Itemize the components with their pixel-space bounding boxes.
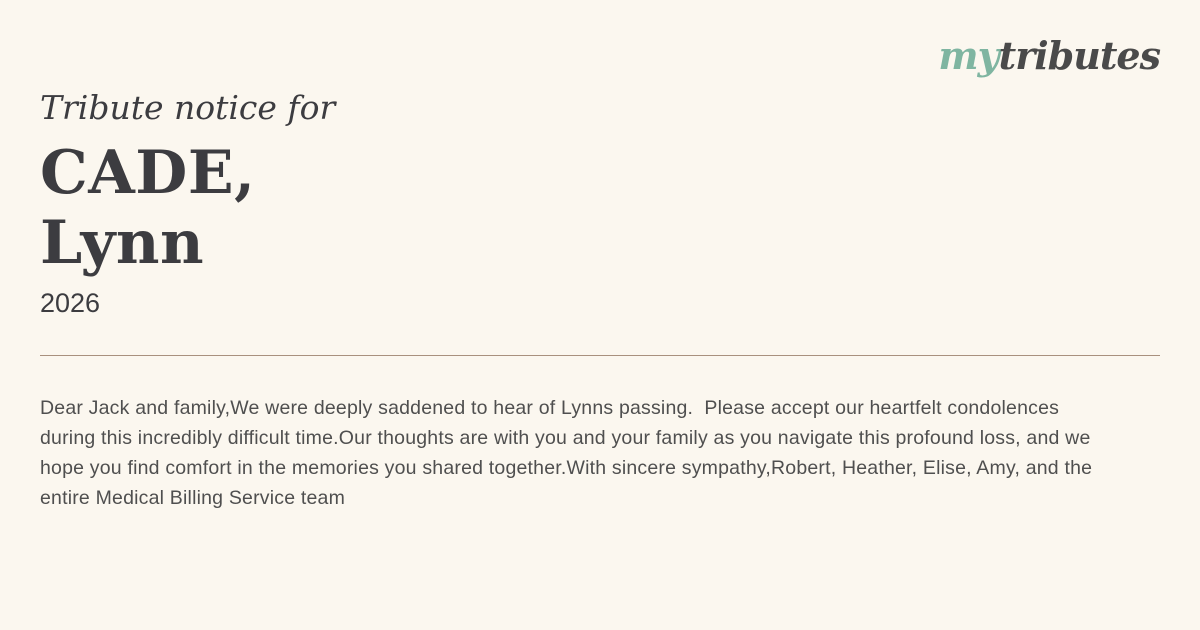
condolence-message: Dear Jack and family,We were deeply saddened to hear of Lynns passing. Please accept our heartfelt condolences during this incredibly difficult time.Our thoughts are with you and your family as you navigate this profound loss, and we hope you find comfort in the memories you shared together.With sincere sympathy,Robert, Heather, Elise, Amy, and the entire Medical Billing Service team <box>40 397 1098 509</box>
logo-suffix: tributes <box>998 33 1160 78</box>
deceased-name <box>40 138 1160 278</box>
logo-prefix: my <box>938 33 999 78</box>
mytributes-logo <box>938 33 1160 78</box>
deceased-firstname: Lynn <box>40 208 205 278</box>
tribute-year: 2026 <box>40 288 101 318</box>
eyebrow-title: Tribute notice for <box>40 88 336 127</box>
deceased-surname: CADE, <box>40 138 256 208</box>
divider-line <box>40 355 1160 356</box>
